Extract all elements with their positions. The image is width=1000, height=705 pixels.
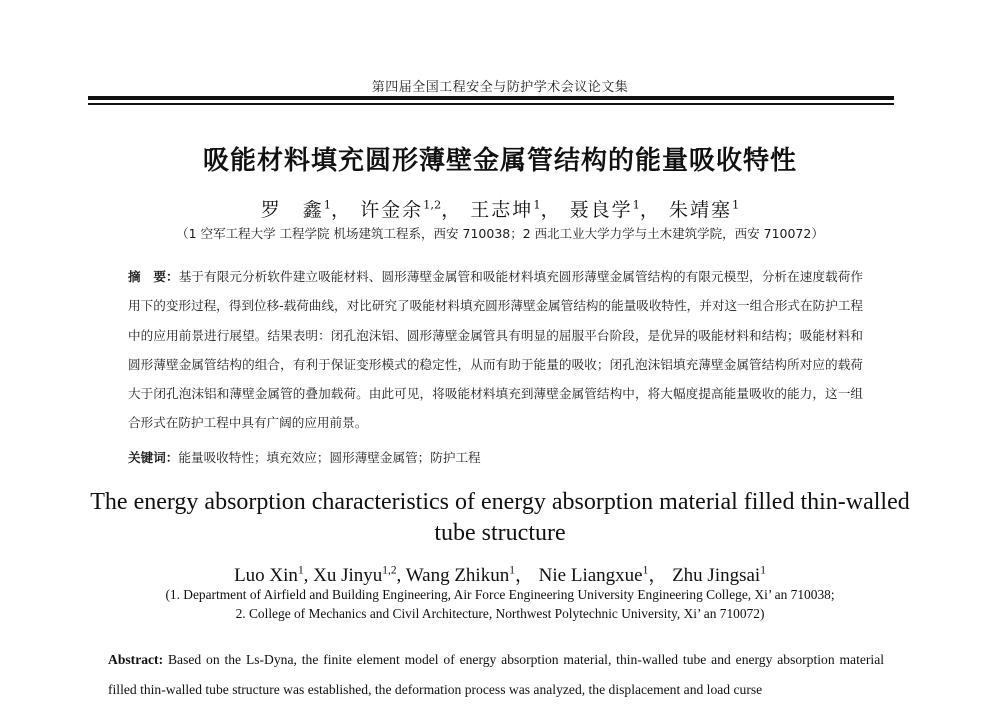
en-author-name: Xu Jinyu — [313, 565, 383, 586]
en-author-name: Luo Xin — [234, 565, 298, 586]
cn-author-name: 聂良学 — [569, 199, 633, 221]
cn-author-name: 许金余 — [360, 199, 424, 221]
chinese-abstract-text: 基于有限元分析软件建立吸能材料、圆形薄壁金属管和吸能材料填充圆形薄壁金属管结构的有限元模型，分析在速度载荷作用下的变形过程，得到位移-载荷曲线，对比研究了吸能材料填充圆形薄壁金属管结构的能量吸收特性，并对这一组合形式在防护工程中的应用前景进行展望。结果表明：闭孔泡沫铝、圆形薄壁金属管具有明显的屈服平台阶段，是优异的吸能材料和结构；吸能材料和圆形薄壁金属管结构的组合，有利于保证变形模式的稳定性，从而有助于能量的吸收；闭孔泡沫铝填充薄壁金属管结构所对应的载荷大于闭孔泡沫铝和薄壁金属管的叠加载荷。由此可见，将吸能材料填充到薄壁金属管结构中，将大幅度提高能量吸收的能力，这一组合形式在防护工程中具有广阔的应用前景。 — [128, 269, 864, 431]
english-authors: Luo Xin$^1$, Xu Jinyu$^{1,2}$, Wang Zhikun$^1$， Nie Liangxue$^1$， Zhu Jingsai$^1$ — [234, 564, 766, 586]
chinese-affiliation: （1 空军工程大学 工程学院 机场建筑工程系，西安 710038；2 西北工业大学力学与土木建筑学院，西安 710072） — [176, 226, 824, 241]
cn-author-sup: 1 — [533, 197, 541, 212]
en-author-sup: 1,2 — [382, 564, 397, 577]
chinese-keywords-label: 关键词： — [128, 450, 179, 465]
english-abstract-text: Based on the Ls-Dyna, the finite element model of energy absorption material, thin-walled tube and energy absorption material filled thin-walled tube structure was established, the deformation process was analyzed, the displacement and load curse — [108, 652, 885, 697]
english-affiliation-line-2: 2. College of Mechanics and Civil Architecture, Northwest Polytechnic University, Xi’ an 710072) — [235, 606, 765, 621]
english-abstract — [108, 645, 884, 705]
chinese-keywords — [128, 447, 863, 466]
chinese-abstract — [128, 262, 863, 438]
cn-author-name: 罗 鑫 — [260, 199, 324, 221]
cn-author-sup: 1 — [632, 197, 640, 212]
running-head: 第四届全国工程安全与防护学术会议论文集 — [371, 80, 629, 95]
chinese-abstract-label: 摘 要： — [128, 269, 179, 284]
en-author-sup: 1 — [642, 564, 649, 577]
cn-author-name: 朱靖塞 — [668, 199, 732, 221]
cn-author-sep: ， — [441, 199, 463, 221]
cn-author-sep: ， — [331, 199, 353, 221]
cn-author-sep: ， — [639, 199, 661, 221]
cn-author-sup: 1,2 — [423, 197, 442, 212]
chinese-keywords-text: 能量吸收特性；填充效应；圆形薄壁金属管；防护工程 — [178, 450, 481, 465]
english-affiliation-line-1: (1. Department of Airfield and Building Engineering, Air Force Engineering University Engineering College, Xi’ an 710038; — [165, 587, 835, 602]
en-author-name: Wang Zhikun — [405, 565, 510, 586]
english-abstract-label: Abstract: — [108, 652, 164, 667]
cn-author-sup: 1 — [323, 197, 332, 212]
en-author-name: Nie Liangxue — [538, 565, 643, 586]
chinese-title: 吸能材料填充圆形薄壁金属管结构的能量吸收特性 — [202, 146, 797, 176]
cn-author-sep: ， — [540, 199, 562, 221]
en-author-name: Zhu Jingsai — [672, 565, 761, 586]
chinese-authors — [0, 195, 1000, 222]
english-title: The energy absorption characteristics of energy absorption material filled thin-walled tube structure — [90, 489, 910, 546]
english-affiliation — [0, 585, 1000, 623]
en-author-sup: 1 — [760, 564, 766, 577]
header-rule-thick — [88, 96, 894, 100]
cn-author-name: 王志坤 — [470, 199, 534, 221]
header-rule-thin — [88, 103, 894, 105]
cn-author-sup: 1 — [731, 197, 740, 212]
en-author-sup: 1 — [297, 564, 304, 577]
en-author-sup: 1 — [509, 564, 515, 577]
